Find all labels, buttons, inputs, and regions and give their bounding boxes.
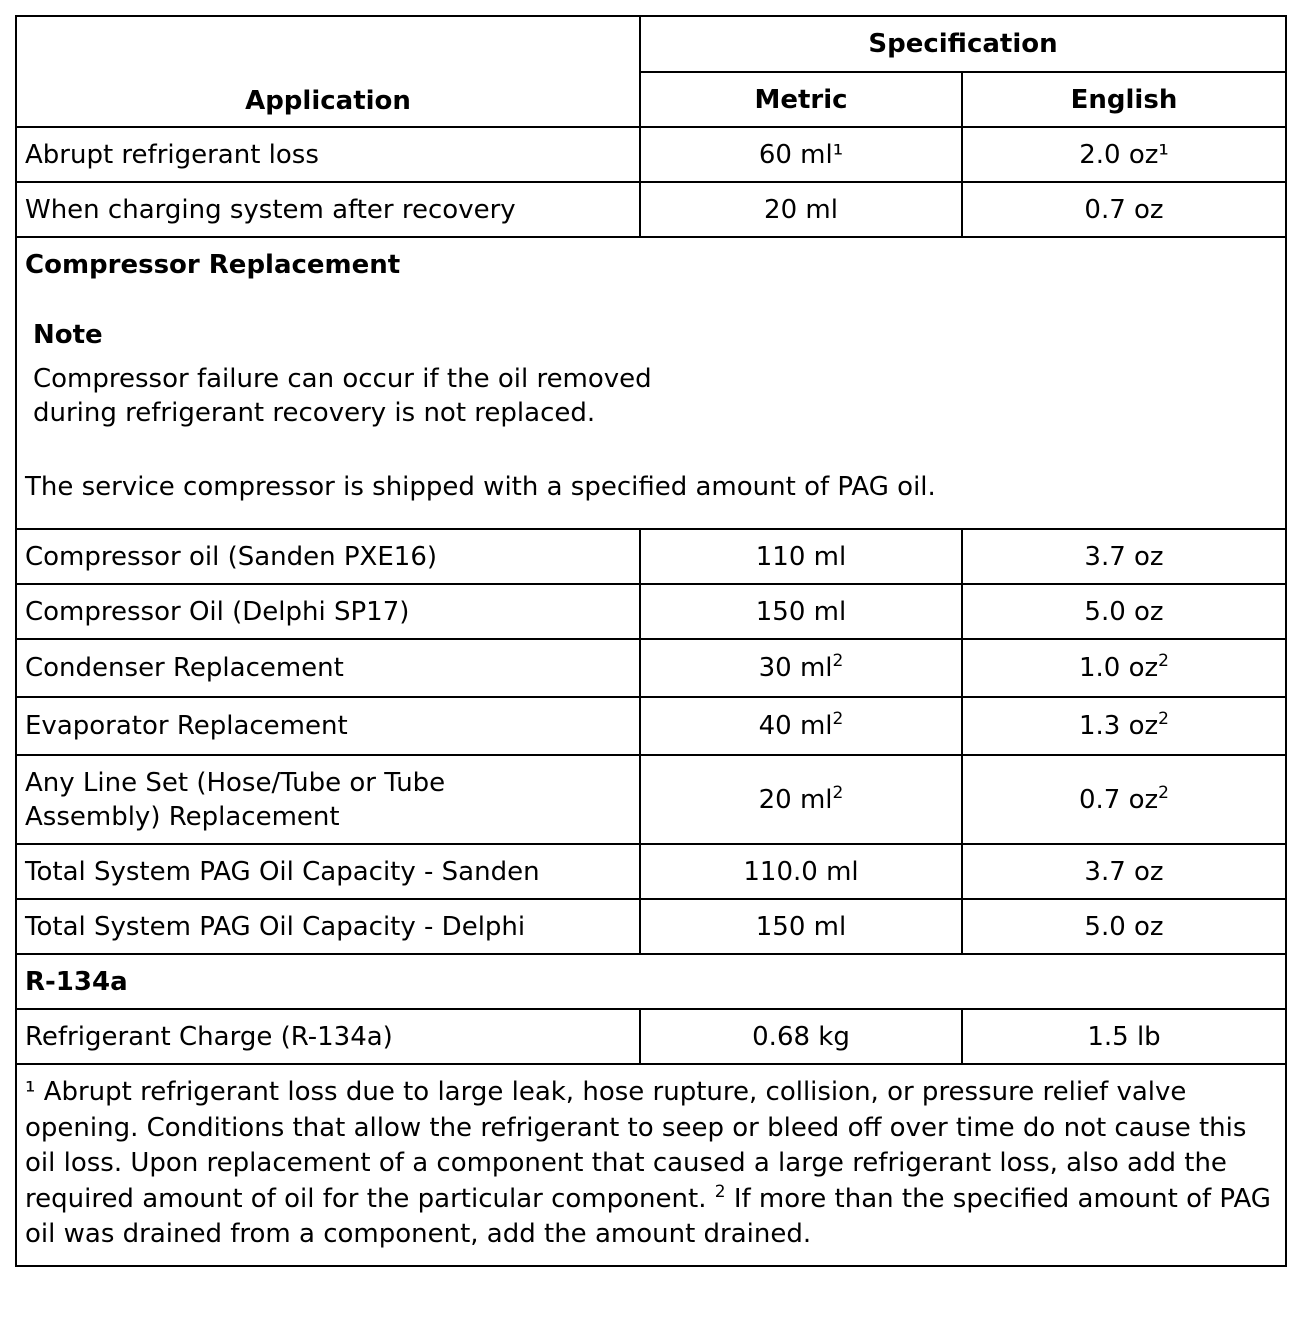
footnote-ref: 2 [1158,709,1169,729]
footnote-ref: 2 [1158,651,1169,671]
metric-cell: 150 ml [640,899,962,954]
footnote-part2: If more than the specified amount of PAG oil was drained from a component, add the amount drained. [25,1183,1271,1249]
footnote-part1: ¹ Abrupt refrigerant loss due to large leak, hose rupture, collision, or pressure relief valve opening. Conditions that allow the refrigerant to seep or bleed off over time do not cause this oil loss. Upon replacement of a component that caused a large refrigerant loss, also add the required amount of oil for the particular component. [25,1077,1247,1214]
footnote [16,1064,1286,1266]
metric-value: 30 ml [758,653,833,683]
table-row [16,584,1286,639]
footnote-ref: 2 [1158,782,1169,803]
table-row [16,755,1286,844]
specification-header-label: Specification [868,29,1058,59]
application-cell: When charging system after recovery [16,182,640,237]
note-block [33,318,1277,430]
metric-cell [640,697,962,755]
compressor-section-text: The service compressor is shipped with a specified amount of PAG oil. [25,472,936,502]
oil-capacity-table [15,15,1287,1267]
footnote-ref: 2 [832,651,844,671]
application-cell [16,755,640,844]
metric-cell: 60 ml¹ [640,127,962,182]
application-cell: Abrupt refrigerant loss [16,127,640,182]
english-cell: 0.7 oz [962,182,1286,237]
metric-header-label: Metric [754,84,848,115]
metric-cell: 110 ml [640,529,962,584]
note-text: Compressor failure can occur if the oil removed during refrigerant recovery is not replaced. [33,364,652,428]
compressor-section-title: Compressor Replacement [25,250,401,280]
english-cell: 1.5 lb [962,1009,1286,1064]
application-cell: Compressor Oil (Delphi SP17) [16,584,640,639]
metric-value: 40 ml [758,711,833,741]
application-cell: Total System PAG Oil Capacity - Delphi [16,899,640,954]
english-cell: 3.7 oz [962,844,1286,899]
english-value: 1.3 oz [1079,711,1159,741]
footnote-row [16,1064,1286,1266]
english-header [962,72,1286,127]
application-cell: Condenser Replacement [16,639,640,697]
english-cell: 2.0 oz¹ [962,127,1286,182]
english-cell [962,697,1286,755]
english-cell [962,755,1286,844]
english-cell: 5.0 oz [962,584,1286,639]
english-cell [962,639,1286,697]
table-row [16,697,1286,755]
application-cell: Total System PAG Oil Capacity - Sanden [16,844,640,899]
metric-cell: 20 ml [640,182,962,237]
footnote-ref-2: 2 [714,1181,726,1202]
metric-cell: 110.0 ml [640,844,962,899]
metric-cell [640,755,962,844]
application-header-label: Application [245,86,411,116]
application-cell: Evaporator Replacement [16,697,640,755]
metric-value: 20 ml [758,784,833,815]
application-text: Any Line Set (Hose/Tube or Tube Assembly) Replacement [25,767,446,832]
metric-cell: 150 ml [640,584,962,639]
application-header [16,16,640,127]
specification-header [640,16,1286,72]
table-row [16,182,1286,237]
metric-cell [640,639,962,697]
english-cell: 5.0 oz [962,899,1286,954]
compressor-section [16,237,1286,529]
footnote-ref: 2 [832,782,844,803]
table-row [16,639,1286,697]
table-row [16,1009,1286,1064]
table-row [16,844,1286,899]
application-cell: Compressor oil (Sanden PXE16) [16,529,640,584]
table-row [16,899,1286,954]
metric-cell: 0.68 kg [640,1009,962,1064]
refrigerant-section-row [16,954,1286,1009]
table-row [16,127,1286,182]
english-value: 1.0 oz [1079,653,1159,683]
english-header-label: English [1070,84,1178,115]
table-row [16,529,1286,584]
metric-header [640,72,962,127]
application-cell: Refrigerant Charge (R-134a) [16,1009,640,1064]
english-cell: 3.7 oz [962,529,1286,584]
footnote-ref: 2 [832,709,844,729]
compressor-section-row [16,237,1286,529]
note-title: Note [33,320,103,350]
english-value: 0.7 oz [1079,784,1159,815]
refrigerant-section-title: R-134a [16,954,1286,1009]
